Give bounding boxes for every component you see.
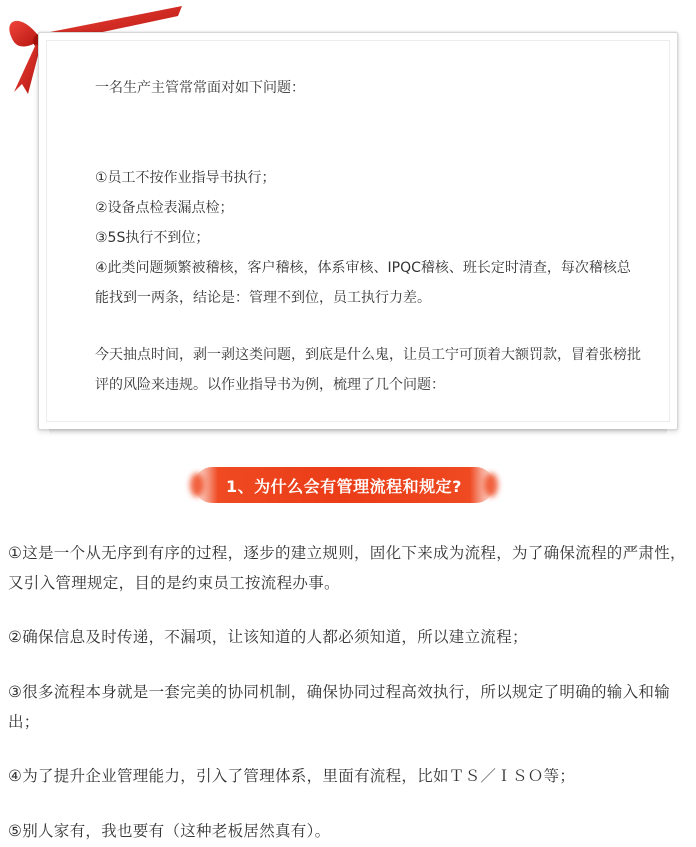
intro-card <box>38 32 678 430</box>
body-paragraph: ③很多流程本身就是一套完美的协同机制，确保协同过程高效执行，所以规定了明确的输入和输出； <box>8 683 670 731</box>
body-paragraph: ②确保信息及时传递，不漏项，让该知道的人都必须知道，所以建立流程； <box>8 628 528 646</box>
intro-item: ③5S执行不到位； <box>95 230 210 246</box>
intro-closing: 今天抽点时间，剥一剥这类问题，到底是什么鬼，让员工宁可顶着大额罚款，冒着张榜批评的风险来违规。以作业指导书为例，梳理了几个问题： <box>95 347 641 393</box>
body-paragraph: ④为了提升企业管理能力，引入了管理体系，里面有流程，比如ＴＳ／ＩＳＯ等； <box>8 767 576 785</box>
section-title: 1、为什么会有管理流程和规定? <box>226 476 462 496</box>
body-paragraph: ⑤别人家有，我也要有（这种老板居然真有）。 <box>8 822 331 840</box>
intro-item: ②设备点检表漏点检； <box>95 200 234 216</box>
intro-item: ④此类问题频繁被稽核，客户稽核，体系审核、IPQC稽核、班长定时清查，每次稽核总能找到一两条，结论是：管理不到位，员工执行力差。 <box>95 260 631 306</box>
section-heading-badge <box>194 467 494 503</box>
intro-item: ①员工不按作业指导书执行； <box>95 170 276 186</box>
body-paragraph: ①这是一个从无序到有序的过程，逐步的建立规则，固化下来成为流程，为了确保流程的严肃性，又引入管理规定，目的是约束员工按流程办事。 <box>8 544 686 592</box>
intro-heading: 一名生产主管常常面对如下问题： <box>95 80 305 96</box>
